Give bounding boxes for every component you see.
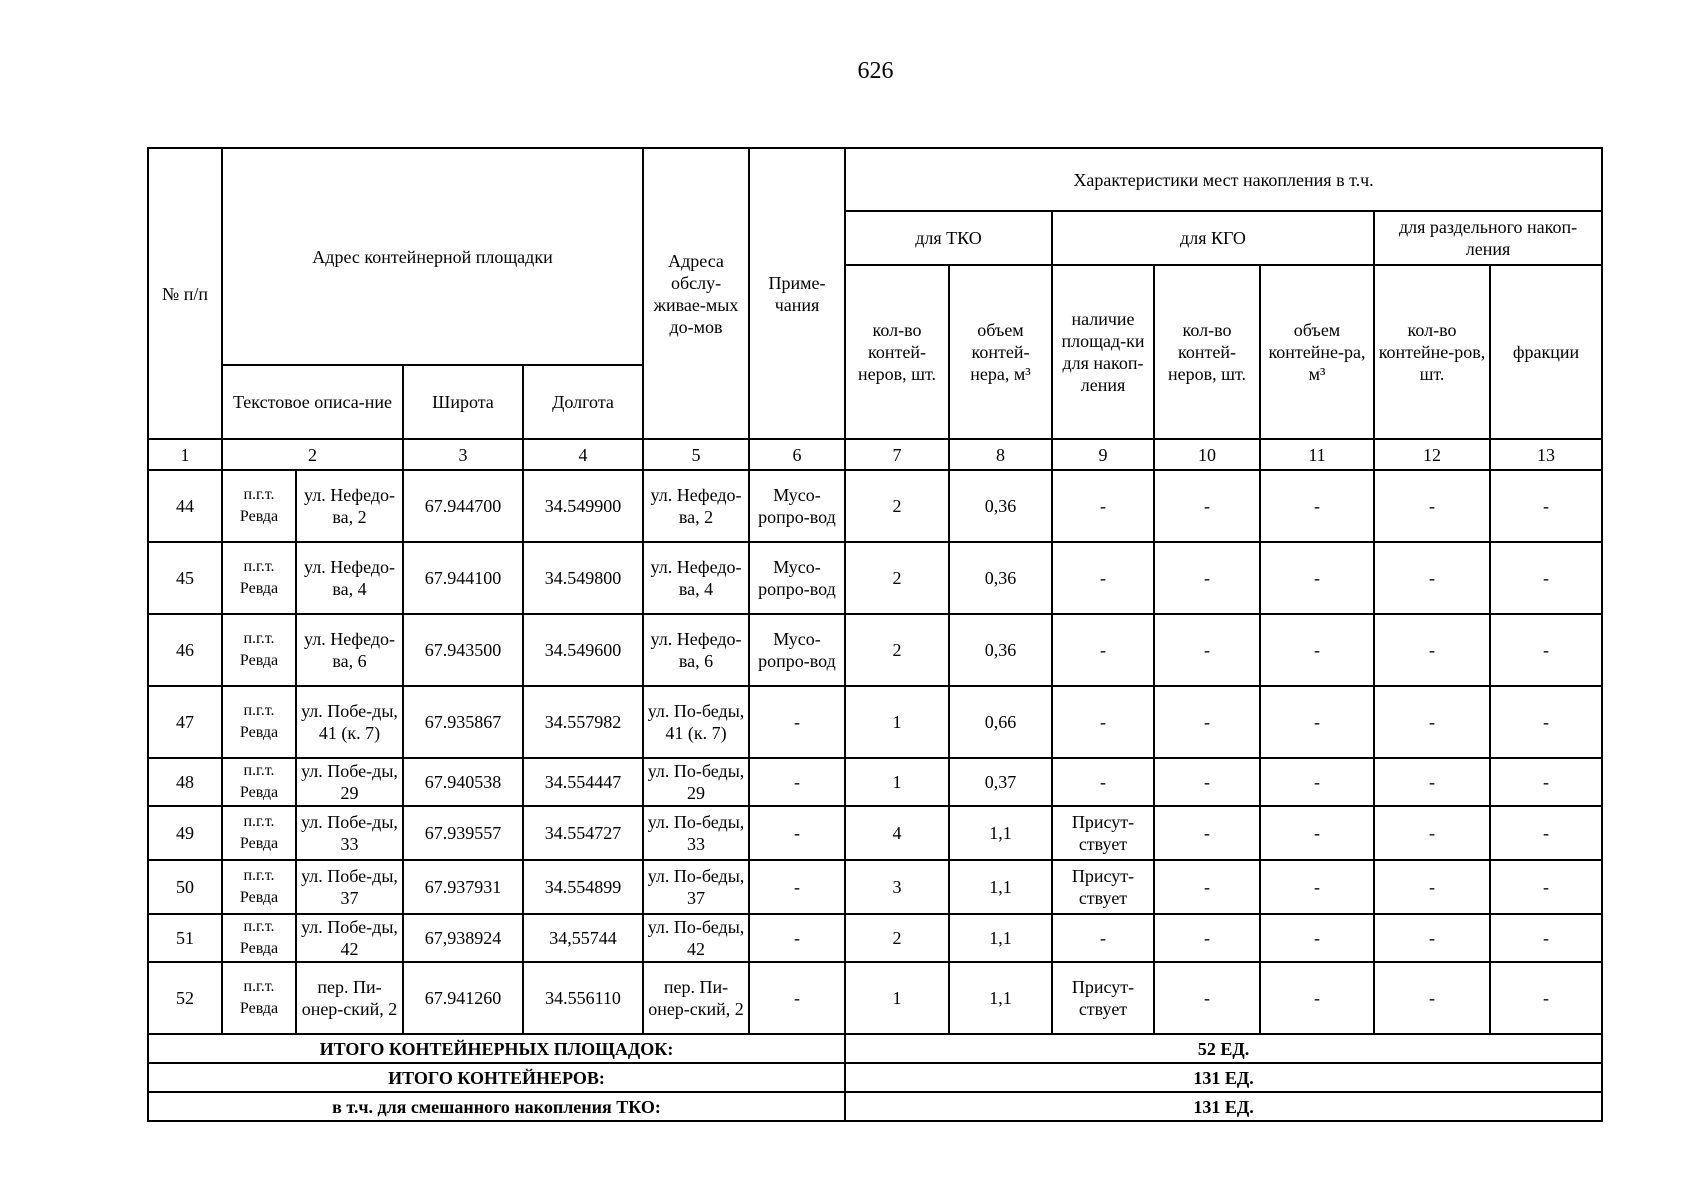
totals-row xyxy=(148,1063,1602,1092)
header-longitude: Долгота xyxy=(523,365,643,439)
served-address-cell: ул. По-беды, 33 xyxy=(643,806,749,860)
settlement-cell: п.г.т. Ревда xyxy=(222,614,296,686)
notes-cell: Мусо-ропро-вод xyxy=(749,614,845,686)
sep-fraction-cell: - xyxy=(1490,686,1602,758)
column-number-row xyxy=(148,439,1602,470)
sep-count-cell: - xyxy=(1374,962,1490,1034)
sep-fraction-cell: - xyxy=(1490,614,1602,686)
longitude-cell: 34,55744 xyxy=(523,914,643,962)
kgo-volume-cell: - xyxy=(1260,542,1374,614)
kgo-area-cell: - xyxy=(1052,614,1154,686)
tko-volume-cell: 1,1 xyxy=(949,806,1052,860)
kgo-count-cell: - xyxy=(1154,914,1260,962)
kgo-volume-cell: - xyxy=(1260,806,1374,860)
settlement-cell: п.г.т. Ревда xyxy=(222,860,296,914)
longitude-cell: 34.549600 xyxy=(523,614,643,686)
notes-cell: - xyxy=(749,806,845,860)
tko-volume-cell: 0,66 xyxy=(949,686,1052,758)
kgo-area-cell: Присут-ствует xyxy=(1052,806,1154,860)
served-address-cell: ул. Нефедо-ва, 6 xyxy=(643,614,749,686)
table-row xyxy=(148,470,1602,542)
header-sep-count: кол-во контейне-ров, шт. xyxy=(1374,265,1490,439)
kgo-count-cell: - xyxy=(1154,542,1260,614)
row-number: 52 xyxy=(148,962,222,1034)
sep-fraction-cell: - xyxy=(1490,758,1602,806)
kgo-area-cell: - xyxy=(1052,542,1154,614)
kgo-count-cell: - xyxy=(1154,758,1260,806)
header-served-addresses: Адреса обслу-живае-мых до-мов xyxy=(643,148,749,439)
latitude-cell: 67.941260 xyxy=(403,962,523,1034)
col-number: 12 xyxy=(1374,439,1490,470)
col-number: 5 xyxy=(643,439,749,470)
header-tko-volume: объем контей-нера, м³ xyxy=(949,265,1052,439)
latitude-cell: 67.944700 xyxy=(403,470,523,542)
kgo-count-cell: - xyxy=(1154,470,1260,542)
street-cell: ул. Побе-ды, 33 xyxy=(296,806,403,860)
sep-count-cell: - xyxy=(1374,758,1490,806)
header-tko-count: кол-во контей-неров, шт. xyxy=(845,265,949,439)
row-number: 45 xyxy=(148,542,222,614)
table-row xyxy=(148,914,1602,962)
header-kgo: для КГО xyxy=(1052,211,1374,265)
street-cell: пер. Пи-онер-ский, 2 xyxy=(296,962,403,1034)
totals-label: в т.ч. для смешанного накопления ТКО: xyxy=(148,1092,845,1121)
settlement-cell: п.г.т. Ревда xyxy=(222,962,296,1034)
street-cell: ул. Нефедо-ва, 4 xyxy=(296,542,403,614)
notes-cell: Мусо-ропро-вод xyxy=(749,470,845,542)
latitude-cell: 67.943500 xyxy=(403,614,523,686)
table-row xyxy=(148,962,1602,1034)
table-row xyxy=(148,686,1602,758)
served-address-cell: ул. Нефедо-ва, 2 xyxy=(643,470,749,542)
row-number: 48 xyxy=(148,758,222,806)
kgo-area-cell: - xyxy=(1052,914,1154,962)
row-number: 46 xyxy=(148,614,222,686)
longitude-cell: 34.549900 xyxy=(523,470,643,542)
header-characteristics: Характеристики мест накопления в т.ч. xyxy=(845,148,1602,211)
settlement-cell: п.г.т. Ревда xyxy=(222,542,296,614)
kgo-volume-cell: - xyxy=(1260,614,1374,686)
settlement-cell: п.г.т. Ревда xyxy=(222,914,296,962)
table-row xyxy=(148,542,1602,614)
totals-row xyxy=(148,1092,1602,1121)
col-number: 3 xyxy=(403,439,523,470)
sep-fraction-cell: - xyxy=(1490,806,1602,860)
street-cell: ул. Побе-ды, 29 xyxy=(296,758,403,806)
tko-volume-cell: 1,1 xyxy=(949,914,1052,962)
street-cell: ул. Побе-ды, 41 (к. 7) xyxy=(296,686,403,758)
row-number: 50 xyxy=(148,860,222,914)
kgo-count-cell: - xyxy=(1154,686,1260,758)
kgo-volume-cell: - xyxy=(1260,860,1374,914)
settlement-cell: п.г.т. Ревда xyxy=(222,686,296,758)
header-kgo-volume: объем контейне-ра, м³ xyxy=(1260,265,1374,439)
sep-fraction-cell: - xyxy=(1490,542,1602,614)
header-separate: для раздельного накоп-ления xyxy=(1374,211,1602,265)
sep-count-cell: - xyxy=(1374,470,1490,542)
kgo-volume-cell: - xyxy=(1260,686,1374,758)
tko-count-cell: 2 xyxy=(845,614,949,686)
kgo-count-cell: - xyxy=(1154,614,1260,686)
street-cell: ул. Побе-ды, 42 xyxy=(296,914,403,962)
notes-cell: - xyxy=(749,686,845,758)
tko-count-cell: 2 xyxy=(845,914,949,962)
row-number: 44 xyxy=(148,470,222,542)
latitude-cell: 67.937931 xyxy=(403,860,523,914)
sep-count-cell: - xyxy=(1374,542,1490,614)
kgo-area-cell: - xyxy=(1052,758,1154,806)
sep-fraction-cell: - xyxy=(1490,860,1602,914)
latitude-cell: 67,938924 xyxy=(403,914,523,962)
sep-count-cell: - xyxy=(1374,860,1490,914)
col-number: 6 xyxy=(749,439,845,470)
totals-label: ИТОГО КОНТЕЙНЕРНЫХ ПЛОЩАДОК: xyxy=(148,1034,845,1063)
longitude-cell: 34.557982 xyxy=(523,686,643,758)
longitude-cell: 34.554727 xyxy=(523,806,643,860)
longitude-cell: 34.554899 xyxy=(523,860,643,914)
header-sep-fraction: фракции xyxy=(1490,265,1602,439)
served-address-cell: ул. Нефедо-ва, 4 xyxy=(643,542,749,614)
col-number: 1 xyxy=(148,439,222,470)
kgo-count-cell: - xyxy=(1154,806,1260,860)
tko-volume-cell: 0,36 xyxy=(949,542,1052,614)
totals-value: 52 ЕД. xyxy=(845,1034,1602,1063)
row-number: 49 xyxy=(148,806,222,860)
col-number: 4 xyxy=(523,439,643,470)
header-kgo-count: кол-во контей-неров, шт. xyxy=(1154,265,1260,439)
header-row-1 xyxy=(148,148,1602,211)
tko-count-cell: 1 xyxy=(845,962,949,1034)
table-row xyxy=(148,614,1602,686)
kgo-volume-cell: - xyxy=(1260,962,1374,1034)
totals-value: 131 ЕД. xyxy=(845,1092,1602,1121)
longitude-cell: 34.554447 xyxy=(523,758,643,806)
table-row xyxy=(148,860,1602,914)
col-number: 8 xyxy=(949,439,1052,470)
col-number: 11 xyxy=(1260,439,1374,470)
settlement-cell: п.г.т. Ревда xyxy=(222,470,296,542)
served-address-cell: ул. По-беды, 37 xyxy=(643,860,749,914)
tko-volume-cell: 0,36 xyxy=(949,614,1052,686)
settlement-cell: п.г.т. Ревда xyxy=(222,806,296,860)
col-number: 10 xyxy=(1154,439,1260,470)
street-cell: ул. Нефедо-ва, 6 xyxy=(296,614,403,686)
totals-row xyxy=(148,1034,1602,1063)
notes-cell: - xyxy=(749,914,845,962)
notes-cell: Мусо-ропро-вод xyxy=(749,542,845,614)
tko-count-cell: 4 xyxy=(845,806,949,860)
sep-count-cell: - xyxy=(1374,614,1490,686)
longitude-cell: 34.549800 xyxy=(523,542,643,614)
table-row xyxy=(148,758,1602,806)
table-row xyxy=(148,806,1602,860)
served-address-cell: ул. По-беды, 42 xyxy=(643,914,749,962)
sep-count-cell: - xyxy=(1374,806,1490,860)
kgo-volume-cell: - xyxy=(1260,914,1374,962)
row-number: 51 xyxy=(148,914,222,962)
col-number: 9 xyxy=(1052,439,1154,470)
sep-count-cell: - xyxy=(1374,686,1490,758)
street-cell: ул. Побе-ды, 37 xyxy=(296,860,403,914)
settlement-cell: п.г.т. Ревда xyxy=(222,758,296,806)
header-text-description: Текстовое описа-ние xyxy=(222,365,403,439)
col-number: 2 xyxy=(222,439,403,470)
col-number: 7 xyxy=(845,439,949,470)
kgo-count-cell: - xyxy=(1154,860,1260,914)
served-address-cell: ул. По-беды, 41 (к. 7) xyxy=(643,686,749,758)
sep-fraction-cell: - xyxy=(1490,470,1602,542)
header-num: № п/п xyxy=(148,148,222,439)
header-tko: для ТКО xyxy=(845,211,1052,265)
kgo-volume-cell: - xyxy=(1260,470,1374,542)
kgo-area-cell: - xyxy=(1052,686,1154,758)
notes-cell: - xyxy=(749,758,845,806)
tko-volume-cell: 1,1 xyxy=(949,860,1052,914)
header-kgo-area: наличие площад-ки для накоп-ления xyxy=(1052,265,1154,439)
tko-volume-cell: 0,37 xyxy=(949,758,1052,806)
sep-fraction-cell: - xyxy=(1490,914,1602,962)
notes-cell: - xyxy=(749,962,845,1034)
kgo-count-cell: - xyxy=(1154,962,1260,1034)
latitude-cell: 67.935867 xyxy=(403,686,523,758)
tko-volume-cell: 0,36 xyxy=(949,470,1052,542)
tko-count-cell: 1 xyxy=(845,686,949,758)
kgo-area-cell: - xyxy=(1052,470,1154,542)
page-number: 626 xyxy=(857,58,894,84)
header-latitude: Широта xyxy=(403,365,523,439)
row-number: 47 xyxy=(148,686,222,758)
sep-count-cell: - xyxy=(1374,914,1490,962)
header-address-group: Адрес контейнерной площадки xyxy=(222,148,643,365)
latitude-cell: 67.944100 xyxy=(403,542,523,614)
served-address-cell: ул. По-беды, 29 xyxy=(643,758,749,806)
sep-fraction-cell: - xyxy=(1490,962,1602,1034)
tko-count-cell: 1 xyxy=(845,758,949,806)
col-number: 13 xyxy=(1490,439,1602,470)
kgo-area-cell: Присут-ствует xyxy=(1052,860,1154,914)
notes-cell: - xyxy=(749,860,845,914)
longitude-cell: 34.556110 xyxy=(523,962,643,1034)
tko-count-cell: 3 xyxy=(845,860,949,914)
header-notes: Приме-чания xyxy=(749,148,845,439)
container-sites-table xyxy=(147,147,1603,1122)
latitude-cell: 67.940538 xyxy=(403,758,523,806)
tko-count-cell: 2 xyxy=(845,470,949,542)
totals-value: 131 ЕД. xyxy=(845,1063,1602,1092)
street-cell: ул. Нефедо-ва, 2 xyxy=(296,470,403,542)
kgo-volume-cell: - xyxy=(1260,758,1374,806)
tko-volume-cell: 1,1 xyxy=(949,962,1052,1034)
tko-count-cell: 2 xyxy=(845,542,949,614)
kgo-area-cell: Присут-ствует xyxy=(1052,962,1154,1034)
totals-label: ИТОГО КОНТЕЙНЕРОВ: xyxy=(148,1063,845,1092)
latitude-cell: 67.939557 xyxy=(403,806,523,860)
served-address-cell: пер. Пи-онер-ский, 2 xyxy=(643,962,749,1034)
